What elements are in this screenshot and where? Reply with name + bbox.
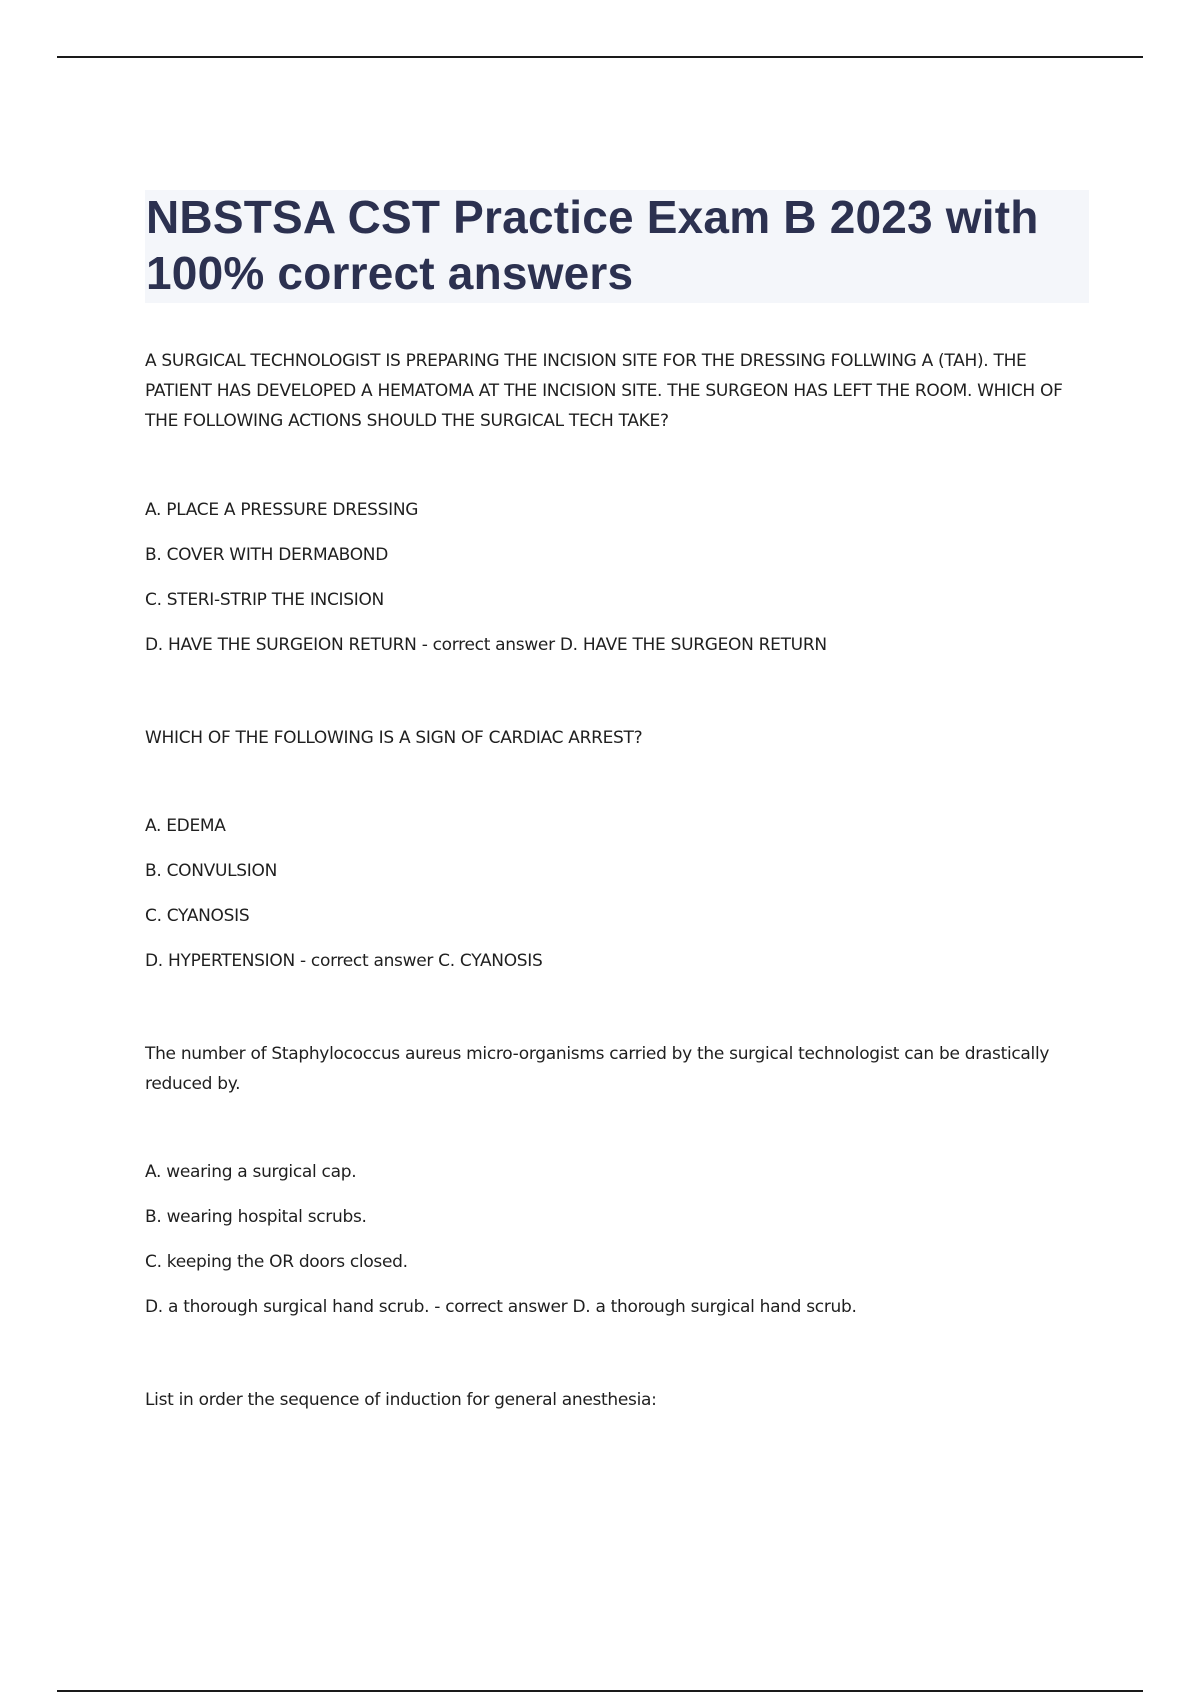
answer-option: A. PLACE A PRESSURE DRESSING (145, 500, 419, 520)
answer-option: D. HAVE THE SURGEION RETURN - correct answer D. HAVE THE SURGEON RETURN (145, 635, 827, 655)
question-block (145, 1385, 1075, 1415)
answer-option: D. a thorough surgical hand scrub. - correct answer D. a thorough surgical hand scrub. (145, 1297, 857, 1317)
question-text: List in order the sequence of induction for general anesthesia: (145, 1390, 657, 1410)
question-text: A SURGICAL TECHNOLOGIST IS PREPARING THE INCISION SITE FOR THE DRESSING FOLLWING A (TAH). THE PATIENT HAS DEVELOPED A HEMATOMA AT THE INCISION SITE. THE SURGEON HAS LEFT THE ROOM. WHICH OF THE FOLLOWING ACTIONS SHOULD THE SURGICAL TECH TAKE? (145, 351, 1063, 431)
question-text: The number of Staphylococcus aureus micro-organisms carried by the surgical technologist can be drastically reduced by. (145, 1044, 1050, 1094)
question-block (145, 723, 1075, 991)
question-block (145, 346, 1075, 675)
page-title: NBSTSA CST Practice Exam B 2023 with 100% correct answers (146, 191, 1039, 299)
answer-option: B. CONVULSION (145, 861, 277, 881)
footer-rule (57, 1690, 1143, 1692)
answer-options (145, 495, 1075, 675)
answer-option: A. EDEMA (145, 816, 226, 836)
answer-options (145, 811, 1075, 991)
answer-option: A. wearing a surgical cap. (145, 1162, 357, 1182)
question-block (145, 1039, 1075, 1337)
answer-option: C. STERI-STRIP THE INCISION (145, 590, 384, 610)
answer-option: C. keeping the OR doors closed. (145, 1252, 408, 1272)
answer-option: B. wearing hospital scrubs. (145, 1207, 367, 1227)
document-body (145, 346, 1075, 1463)
header-rule (57, 56, 1143, 58)
answer-option: B. COVER WITH DERMABOND (145, 545, 388, 565)
answer-options (145, 1157, 1075, 1337)
answer-option: D. HYPERTENSION - correct answer C. CYANOSIS (145, 951, 543, 971)
question-text: WHICH OF THE FOLLOWING IS A SIGN OF CARDIAC ARREST? (145, 728, 643, 748)
answer-option: C. CYANOSIS (145, 906, 250, 926)
